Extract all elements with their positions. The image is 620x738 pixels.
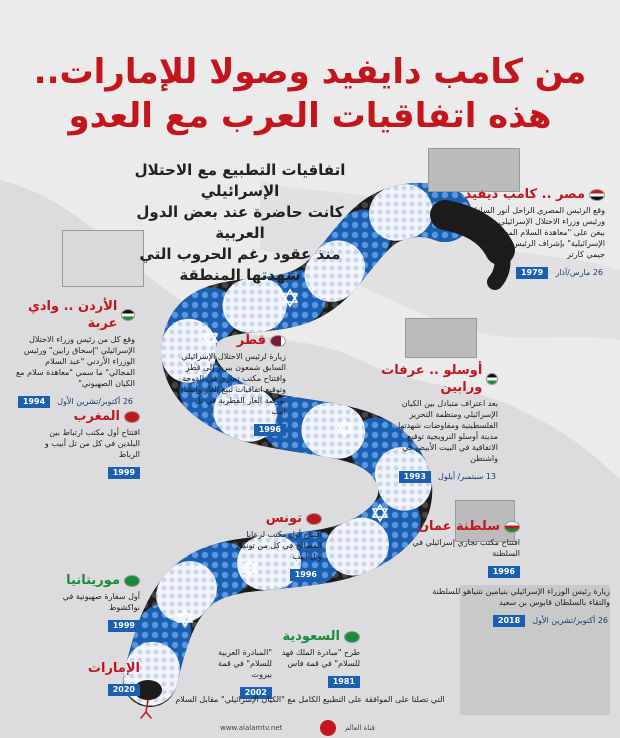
event-oman-date-2: 26 أكتوبر/تشرين الأول [532,616,608,625]
event-oslo-desc: بعد اعتراف متبادل بين الكيان الإسرائيلي ومنظمة التحرير الفلسطينية ومفاوضات شهدتها مدينة أوسلو النرويجية توقيع الاتفاقية في البيت الأبيض في واشنطن [398,399,498,463]
event-tunisia-head [232,510,322,527]
event-egypt-date: 26 مارس/آذار [555,268,603,277]
jordan-flag-icon [121,309,135,321]
event-oman-desc: افتتاح مكتب تجاري إسرائيلي في السلطنة [412,538,520,558]
intro-line-3: منذ عقود رغم الحروب التي [139,245,341,263]
event-saudi-head [200,628,360,645]
event-tunisia-title: تونس [265,511,302,526]
event-saudi-desc-1: طرح "مبادرة الملك فهد للسلام" في قمة فاس [281,648,360,668]
event-oman-desc-2: زيارة رئيس الوزراء الإسرائيلي بنيامين نتنياهو للسلطنة والتقاء بالسلطان قابوس بن سعيد [432,587,610,607]
event-oslo-date: 13 سبتمبر/ أيلول [438,472,496,481]
event-egypt-year: 1979 [516,267,548,279]
event-saudi-year-1: 1981 [328,676,360,688]
footer-channel: قناة العالم [345,724,375,732]
event-oman-year-2: 2018 [493,615,525,627]
event-tunisia-desc: افتتاح أول مكتب لرعايا المصالح في كل من تونس وتل أبيب [236,530,322,561]
event-jordan-title: الأردن .. وادي عربة [27,299,118,331]
event-saudi [200,628,360,699]
intro-line-1: اتفاقيات التطبيع مع الاحتلال الإسرائيلي [134,161,346,200]
qatar-flag-icon [270,335,286,347]
event-morocco-desc: افتتاح أول مكتب ارتباط بين البلدين في كل من تل أبيب و الرباط [44,428,140,459]
event-oslo-title: أوسلو .. عرفات ورابين [381,363,483,395]
event-oslo-year: 1993 [399,471,431,483]
event-jordan-date: 26 أكتوبر/تشرين الأول [57,397,133,406]
intro-line-4: شهدتها المنطقة [179,266,301,284]
intro-line-2: كانت حاضرة عند بعض الدول العربية [136,203,344,242]
event-uae-year: 2020 [108,684,140,696]
event-qatar-desc: زيارة لرئيس الاحتلال الإسرائيلي السابق شمعون بيريز إلى قطر وافتتاح مكتب تجاري في الدوحة وتوقيع اتفاقيات لبيع الغاز وإنشاء بورصة الغاز القطرية في تل أبيب [179,352,286,416]
event-egypt [460,186,605,279]
event-mauritania-head [50,572,140,589]
footer-site: www.alalamtv.net [220,724,283,732]
event-oman-year: 1996 [488,566,520,578]
event-egypt-title: مصر .. كامب ديفيد [464,187,585,202]
event-egypt-desc: وقع الرئيس المصري الراحل أنور السادات ورئيس وزراء الاحتلال الإسرائيلي مناحيم بيغن على "معاهدة السلام المصرية الإسرائيلية" بإشراف الرئيس الأمريكي جيمي كارتر [467,206,605,259]
egypt-flag-icon [589,189,605,201]
tunisia-flag-icon [306,513,322,525]
event-mauritania-desc: أول سفارة صهيونية في نواكشوط [62,592,140,612]
footer [0,720,620,738]
event-qatar-year: 1996 [254,424,286,436]
event-oman-title: سلطنة عمان [417,519,500,534]
palestine-flag-icon [486,373,498,385]
event-egypt-head [460,186,605,203]
event-saudi-year-2: 2002 [240,687,272,699]
event-uae-title: الإمارات [87,661,140,676]
event-saudi-desc-2: "المبادرة العربية للسلام" في قمة بيروت [218,648,272,679]
oslo-photo [405,318,477,358]
mauritania-flag-icon [124,575,140,587]
event-jordan-year: 1994 [18,396,50,408]
event-saudi-title: السعودية [282,629,340,644]
event-uae-head [80,660,140,677]
event-morocco [30,408,140,479]
event-mauritania-year: 1999 [108,620,140,632]
footer-logo-icon [320,720,336,736]
event-jordan-head [15,298,135,332]
event-oman-2 [415,584,610,627]
event-morocco-year: 1999 [108,467,140,479]
event-oslo [380,362,498,483]
event-oman [400,518,520,578]
event-mauritania [50,572,140,632]
event-jordan [15,298,135,408]
event-tunisia [232,510,322,581]
morocco-flag-icon [124,411,140,423]
event-qatar [178,332,286,436]
event-tunisia-year: 1996 [290,569,322,581]
event-morocco-head [30,408,140,425]
event-oslo-head [380,362,498,396]
event-mauritania-title: موريتانيا [66,573,120,588]
event-morocco-title: المغرب [73,409,120,424]
event-jordan-desc: وقع كل من رئيس وزراء الاحتلال الإسرائيلي "إسحاق رابين" ورئيس الوزراء الأردني "عبد السلام المجالي" ما سمي "معاهدة سلام مع الكيان الصهيوني" [16,335,135,388]
saudi-flag-icon [344,631,360,643]
main-subtitle: هذه اتفاقيات العرب مع العدو [68,96,552,136]
event-uae [80,660,140,696]
oman-flag-icon [504,521,520,533]
event-uae-desc: التي تصلنا على الموافقة على التطبيع الكامل مع "الكيان الإسرائيلي" مقابل السلام [175,695,445,704]
intro-text [110,160,370,286]
main-title: من كامب دايفيد وصولا للإمارات.. [33,52,587,92]
event-oman-head [400,518,520,535]
event-qatar-title: قطر [236,333,266,348]
event-qatar-head [178,332,286,349]
